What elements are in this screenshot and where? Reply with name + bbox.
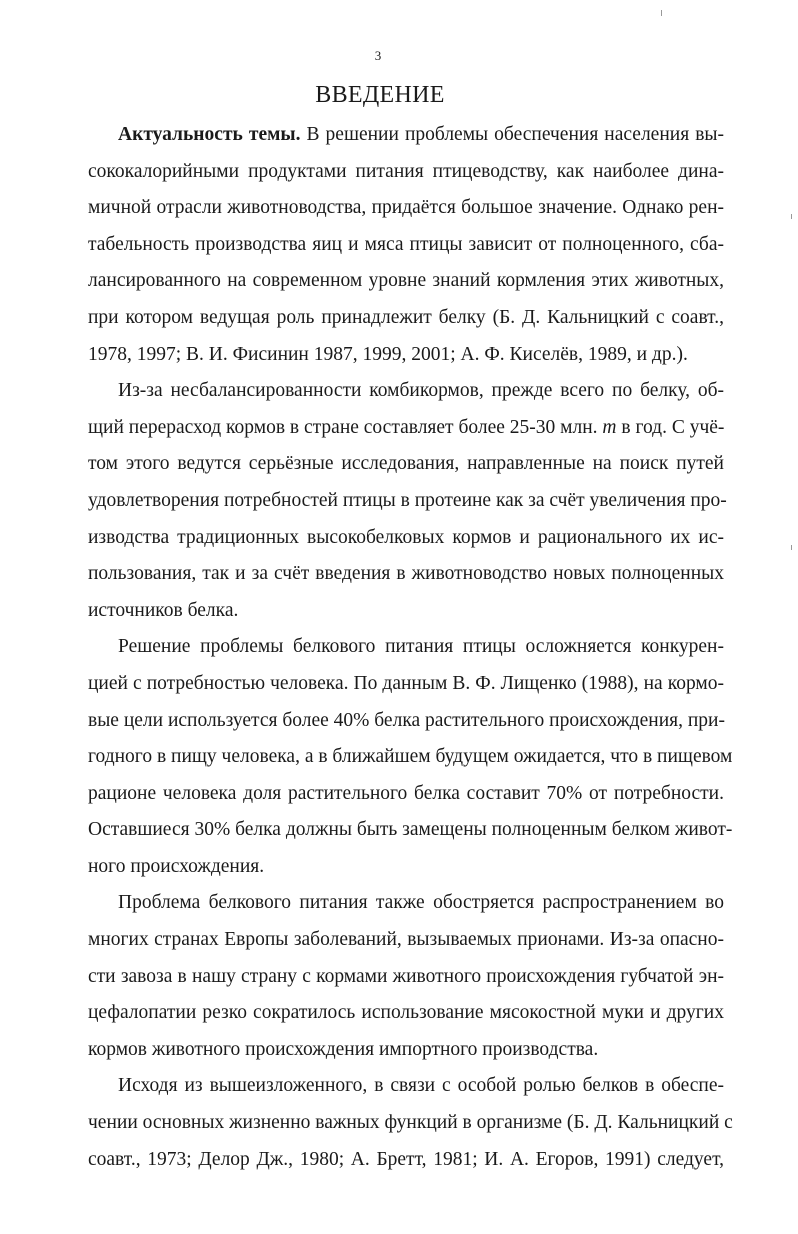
text-line: лансированного на современном уровне знаний кормления этих животных,	[88, 270, 724, 292]
text-line: ного происхождения.	[88, 855, 265, 877]
text-line: многих странах Европы заболеваний, вызываемых прионами. Из-за опасно-	[88, 929, 724, 951]
text-line: при котором ведущая роль принадлежит белку (Б. Д. Кальницкий с соавт.,	[88, 306, 724, 328]
text-line: годного в пищу человека, а в ближайшем будущем ожидается, что в пищевом	[88, 746, 733, 768]
text-line: удовлетворения потребностей птицы в протеине как за счёт увеличения про-	[88, 489, 727, 511]
paragraph-competition	[88, 629, 733, 885]
text-line	[88, 410, 724, 447]
text-line: табельность производства яиц и мяса птицы зависит от полноценного, сба-	[88, 233, 724, 255]
unit-tonnes: т	[602, 416, 617, 438]
text-line: кормов животного происхождения импортного производства.	[88, 1038, 599, 1060]
text-line: цефалопатии резко сократилось использование мясокостной муки и других	[88, 1002, 724, 1024]
text-line: том этого ведутся серьёзные исследования, направленные на поиск путей	[88, 453, 724, 475]
text-line: чении основных жизненно важных функций в организме (Б. Д. Кальницкий с	[88, 1112, 733, 1134]
text-line: вые цели используется более 40% белка растительного происхождения, при-	[88, 709, 725, 731]
paragraph-relevance	[88, 117, 724, 373]
document-body	[88, 117, 733, 1178]
page-number: 3	[374, 48, 382, 63]
text-line: мичной отрасли животноводства, придаётся большое значение. Однако рен-	[88, 197, 724, 219]
text-line	[88, 117, 724, 154]
text-span: В решении проблемы обеспечения населения вы-	[300, 124, 725, 145]
text-line: сти завоза в нашу страну с кормами животного происхождения губчатой эн-	[88, 965, 724, 987]
scan-speck	[661, 10, 662, 16]
text-span: щий перерасход кормов в стране составляет более 25-30 млн.	[88, 416, 603, 438]
text-span: в год. С учё-	[616, 416, 725, 438]
scan-speck	[791, 214, 792, 219]
text-line: пользования, так и за счёт введения в животноводство новых полноценных	[88, 563, 724, 585]
paragraph-prions	[88, 885, 724, 1068]
text-line: Из-за несбалансированности комбикормов, прежде всего по белку, об-	[118, 380, 724, 402]
text-line: соавт., 1973; Делор Дж., 1980; А. Бретт, 1981; И. А. Егоров, 1991) следует,	[88, 1148, 724, 1170]
text-line: рационе человека доля растительного белка составит 70% от потребности.	[88, 782, 724, 804]
text-line: Проблема белкового питания также обостряется распространением во	[118, 892, 724, 914]
text-line: изводства традиционных высокобелковых кормов и рационального их ис-	[88, 526, 724, 548]
text-line: сококалорийными продуктами питания птицеводству, как наиболее дина-	[88, 160, 724, 182]
paragraph-conclusion	[88, 1068, 733, 1178]
text-line: Оставшиеся 30% белка должны быть замещены полноценным белком живот-	[88, 819, 733, 841]
text-line: 1978, 1997; В. И. Фисинин 1987, 1999, 2001; А. Ф. Киселёв, 1989, и др.).	[88, 343, 688, 365]
text-line: источников белка.	[88, 599, 239, 621]
text-line: Решение проблемы белкового питания птицы осложняется конкурен-	[118, 636, 724, 658]
text-line: Исходя из вышеизложенного, в связи с особой ролью белков в обеспе-	[118, 1075, 724, 1097]
text-line: цией с потребностью человека. По данным В. Ф. Лищенко (1988), на кормо-	[88, 672, 724, 694]
paragraph-feed-overuse	[88, 373, 727, 629]
scan-speck	[791, 545, 792, 550]
section-heading: ВВЕДЕНИЕ	[315, 82, 445, 108]
relevance-lead: Актуальность темы.	[118, 124, 301, 145]
